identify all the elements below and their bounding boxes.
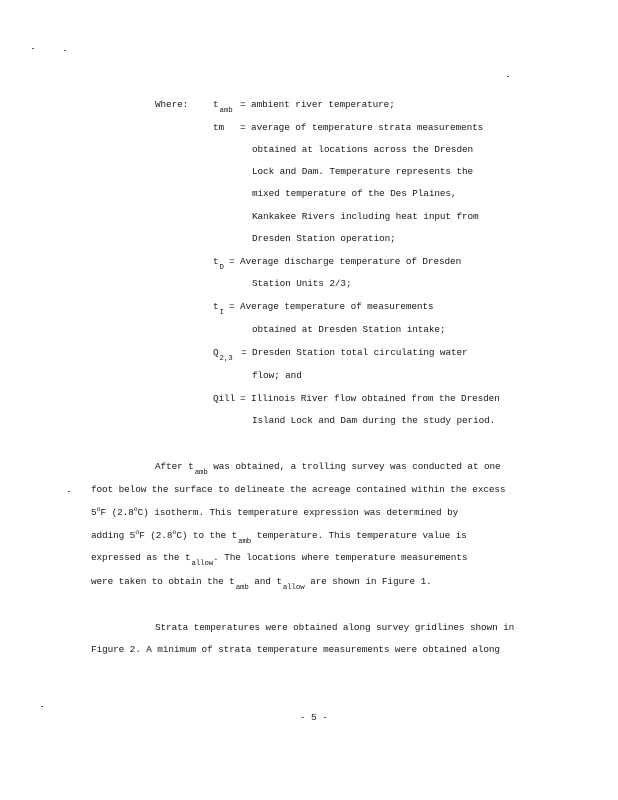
definition-line: Island Lock and Dam during the study period. [252, 415, 496, 426]
definition-line: = Average temperature of measurements [229, 301, 434, 312]
paragraph-line: Strata temperatures were obtained along survey gridlines shown in [155, 622, 515, 633]
symbol-tm: tm [213, 122, 225, 133]
definition-line: = ambient river temperature; [240, 99, 395, 110]
scan-speck [507, 76, 509, 77]
symbol-q-23: $Q_{2,3}$ [213, 347, 233, 363]
definition-line: = Illinois River flow obtained from the Dresden [240, 393, 500, 404]
definition-line: mixed temperature of the Des Plaines, [252, 188, 457, 199]
paragraph-line: foot below the surface to delineate the acreage contained within the excess [91, 484, 506, 495]
paragraph-line: 5$^o$F (2.8$^o$C) isotherm. This temperature expression was determined by [91, 506, 459, 518]
where-label: Where: [155, 99, 189, 110]
definition-line: obtained at locations across the Dresden [252, 144, 474, 155]
paragraph-line: Figure 2. A minimum of strata temperature measurements were obtained along [91, 644, 500, 655]
definition-line: Kankakee Rivers including heat input from [252, 211, 479, 222]
definition-line: = Average discharge temperature of Dresden [229, 256, 462, 267]
paragraph-line: were taken to obtain the $t_{amb}$ and $t_{allow}$ are shown in Figure 1. [91, 576, 432, 592]
scan-speck [41, 706, 43, 707]
definition-line: = Dresden Station total circulating water [241, 347, 468, 358]
symbol-qill: Qill [213, 393, 236, 404]
scan-speck [32, 48, 34, 49]
scan-speck [68, 491, 70, 492]
symbol-t-d: $t_D$ [213, 256, 224, 272]
paragraph-line: adding 5$^o$F (2.8$^o$C) to the $t_{amb}$ temperature. This temperature value is [91, 529, 467, 546]
definition-line: flow; and [252, 370, 302, 381]
definition-line: Dresden Station operation; [252, 233, 396, 244]
symbol-t-i: $t_I$ [213, 301, 224, 317]
page-number: - 5 - [300, 712, 328, 723]
scan-speck [64, 50, 66, 51]
definition-line: obtained at Dresden Station intake; [252, 324, 446, 335]
symbol-t-amb: $t_{amb}$ [213, 99, 233, 115]
paragraph-line: After $t_{amb}$ was obtained, a trolling survey was conducted at one [155, 461, 501, 477]
definition-line: = average of temperature strata measurements [240, 122, 484, 133]
definition-line: Station Units 2/3; [252, 278, 352, 289]
definition-line: Lock and Dam. Temperature represents the [252, 166, 474, 177]
paragraph-line: expressed as the $t_{allow}$. The locations where temperature measurements [91, 552, 468, 568]
